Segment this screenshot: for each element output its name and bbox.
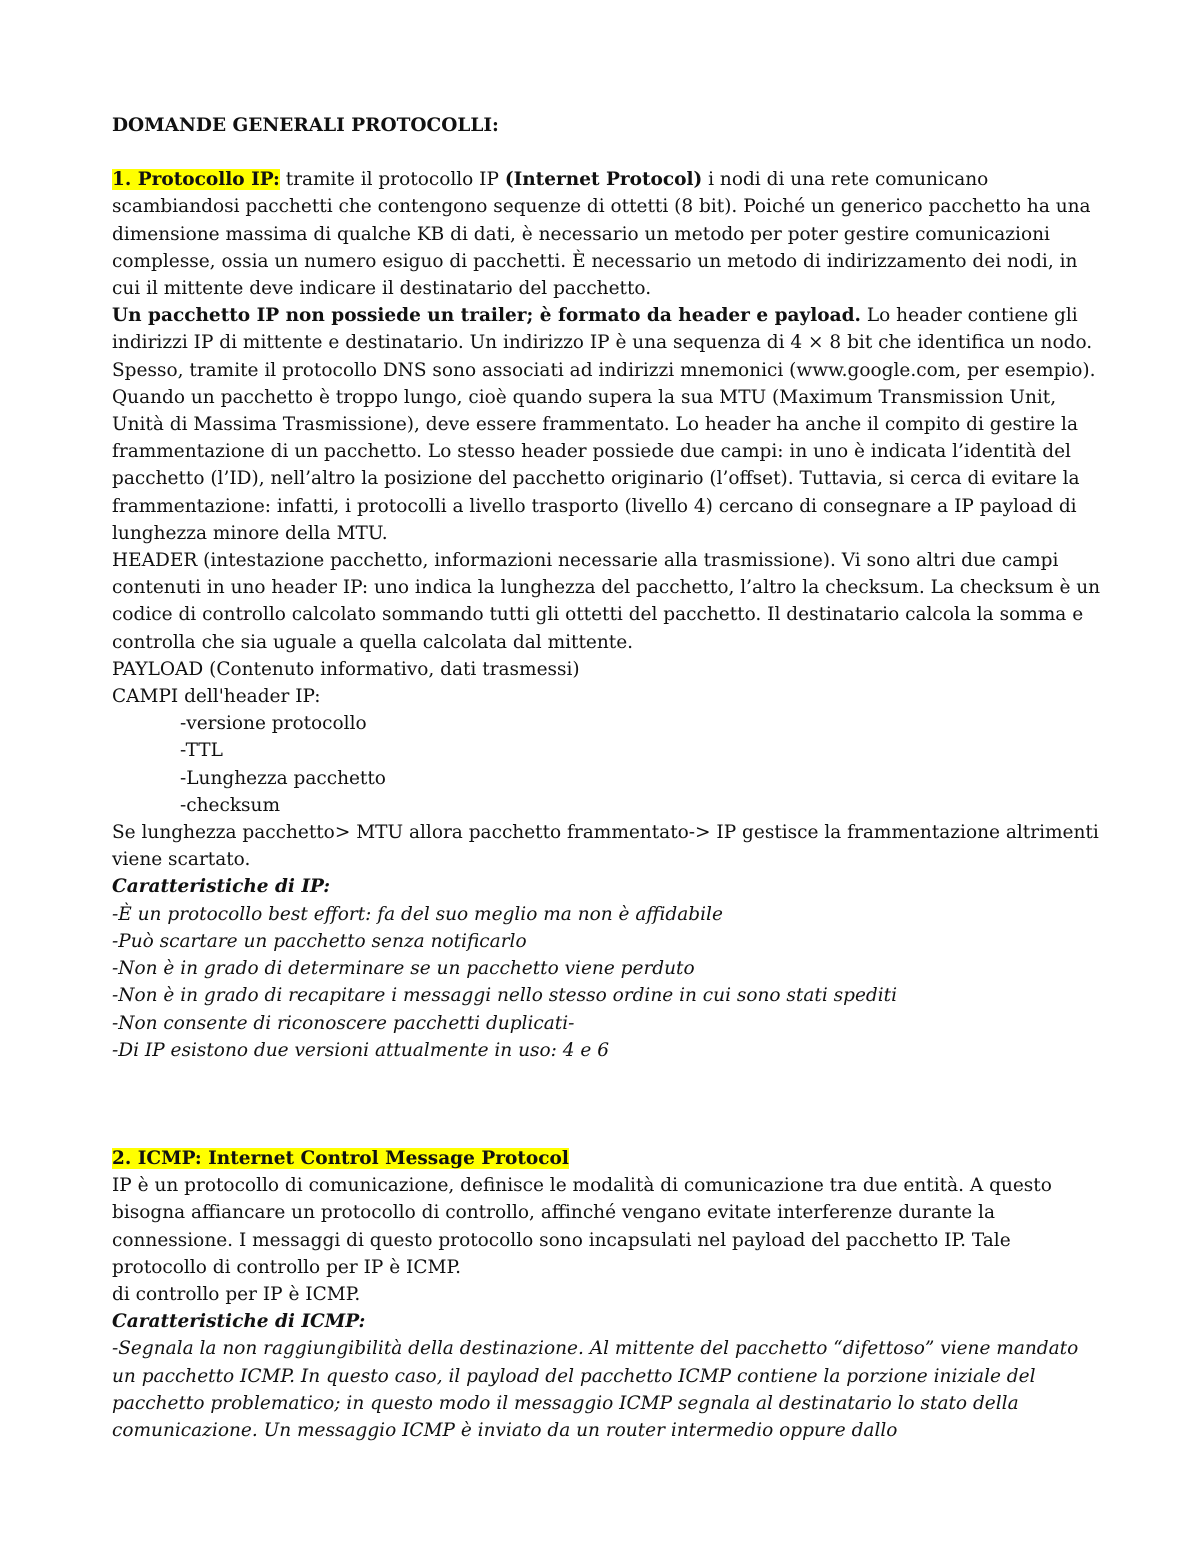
section-1-heading: 1. Protocollo IP: bbox=[112, 169, 280, 191]
spacer bbox=[112, 1118, 1102, 1145]
mtu-paragraph: Se lunghezza pacchetto> MTU allora pacchetto frammentato-> IP gestisce la frammentazione altrimenti viene scartato. bbox=[112, 822, 1099, 871]
ip-characteristics-title: Caratteristiche di IP: bbox=[112, 876, 331, 898]
ip-characteristic-item: -Non è in grado di recapitare i messaggi nello stesso ordine in cui sono stati spediti bbox=[112, 985, 898, 1007]
icmp-paragraph: IP è un protocollo di comunicazione, definisce le modalità di comunicazione tra due entità. A questo bisogna affiancare un protocollo di controllo, affinché vengano evitate interferenze durante la connessione. I messaggi di questo protocollo sono incapsulati nel payload del pacchetto IP. Tale protocollo di controllo per IP è ICMP. bbox=[112, 1175, 1052, 1278]
icmp-characteristics-title: Caratteristiche di ICMP: bbox=[112, 1311, 366, 1333]
ip-characteristic-item: -È un protocollo best effort: fa del suo meglio ma non è affidabile bbox=[112, 903, 723, 925]
icmp-repeat-line: di controllo per IP è ICMP. bbox=[112, 1283, 361, 1305]
section-2-heading: 2. ICMP: Internet Control Message Protocol bbox=[112, 1147, 569, 1169]
ip-intro-paragraph bbox=[112, 166, 1102, 302]
campi-line: CAMPI dell'header IP: bbox=[112, 686, 321, 708]
ip-characteristic-item: -Di IP esistono due versioni attualmente in uso: 4 e 6 bbox=[112, 1039, 610, 1061]
ip-intro-bold: (Internet Protocol) bbox=[504, 169, 703, 191]
section-2-heading-line bbox=[112, 1145, 1102, 1172]
ip-intro-text-a: tramite il protocollo IP bbox=[279, 169, 505, 191]
ip-characteristic-item: -Non consente di riconoscere pacchetti duplicati- bbox=[112, 1012, 575, 1034]
campi-item: -Lunghezza pacchetto bbox=[180, 767, 386, 789]
payload-line: PAYLOAD (Contenuto informativo, dati trasmessi) bbox=[112, 658, 580, 680]
ip-characteristic-item: -Può scartare un pacchetto senza notificarlo bbox=[112, 930, 527, 952]
ip-intro-text-c: i nodi di una rete comunicano scambiandosi pacchetti che contengono sequenze di ottetti (8 bit). Poiché un generico pacchetto ha una dimensione massima di qualche KB di dati, è necessario un metodo per poter gestire comunicazioni complesse, ossia un numero esiguo di pacchetti. È necessario un metodo di indirizzamento dei nodi, in cui il mittente deve indicare il destinatario del pacchetto. bbox=[112, 169, 1091, 300]
spacer bbox=[112, 139, 1102, 166]
icmp-characteristic-paragraph: -Segnala la non raggiungibilità della destinazione. Al mittente del pacchetto “difettoso” viene mandato un pacchetto ICMP. In questo caso, il payload del pacchetto ICMP contiene la porzione iniziale del pacchetto problematico; in questo modo il messaggio ICMP segnala al destinatario lo stato della comunicazione. Un messaggio ICMP è inviato da un router intermedio oppure dallo bbox=[112, 1338, 1079, 1441]
campi-item: -checksum bbox=[180, 794, 280, 816]
document-title: DOMANDE GENERALI PROTOCOLLI: bbox=[112, 115, 499, 136]
header-paragraph: HEADER (intestazione pacchetto, informazioni necessarie alla trasmissione). Vi sono altri due campi contenuti in uno header IP: uno indica la lunghezza del pacchetto, l’altro la checksum. La checksum è un codice di controllo calcolato sommando tutti gli ottetti del pacchetto. Il destinatario calcola la somma e controlla che sia uguale a quella calcolata dal mittente. bbox=[112, 550, 1101, 653]
campi-item: -TTL bbox=[180, 740, 223, 762]
spacer bbox=[112, 1064, 1102, 1118]
campi-item: -versione protocollo bbox=[180, 713, 367, 735]
ip-packet-body: Lo header contiene gli indirizzi IP di mittente e destinatario. Un indirizzo IP è una sequenza di 4 × 8 bit che identifica un nodo. Spesso, tramite il protocollo DNS sono associati ad indirizzi mnemonici (www.google.com, per esempio). Quando un pacchetto è troppo lungo, cioè quando supera la sua MTU (Maximum Transmission Unit, Unità di Massima Trasmissione), deve essere frammentato. Lo header ha anche il compito di gestire la frammentazione di un pacchetto. Lo stesso header possiede due campi: in uno è indicata l’identità del pacchetto (l’ID), nell’altro la posizione del pacchetto originario (l’offset). Tuttavia, si cerca di evitare la frammentazione: infatti, i protocolli a livello trasporto (livello 4) cercano di consegnare a IP payload di lunghezza minore della MTU. bbox=[112, 305, 1096, 544]
ip-packet-bold-sentence: Un pacchetto IP non possiede un trailer; è formato da header e payload. bbox=[112, 305, 861, 327]
document-page bbox=[112, 112, 1102, 1444]
ip-packet-paragraph bbox=[112, 302, 1102, 547]
ip-characteristic-item: -Non è in grado di determinare se un pacchetto viene perduto bbox=[112, 958, 695, 980]
